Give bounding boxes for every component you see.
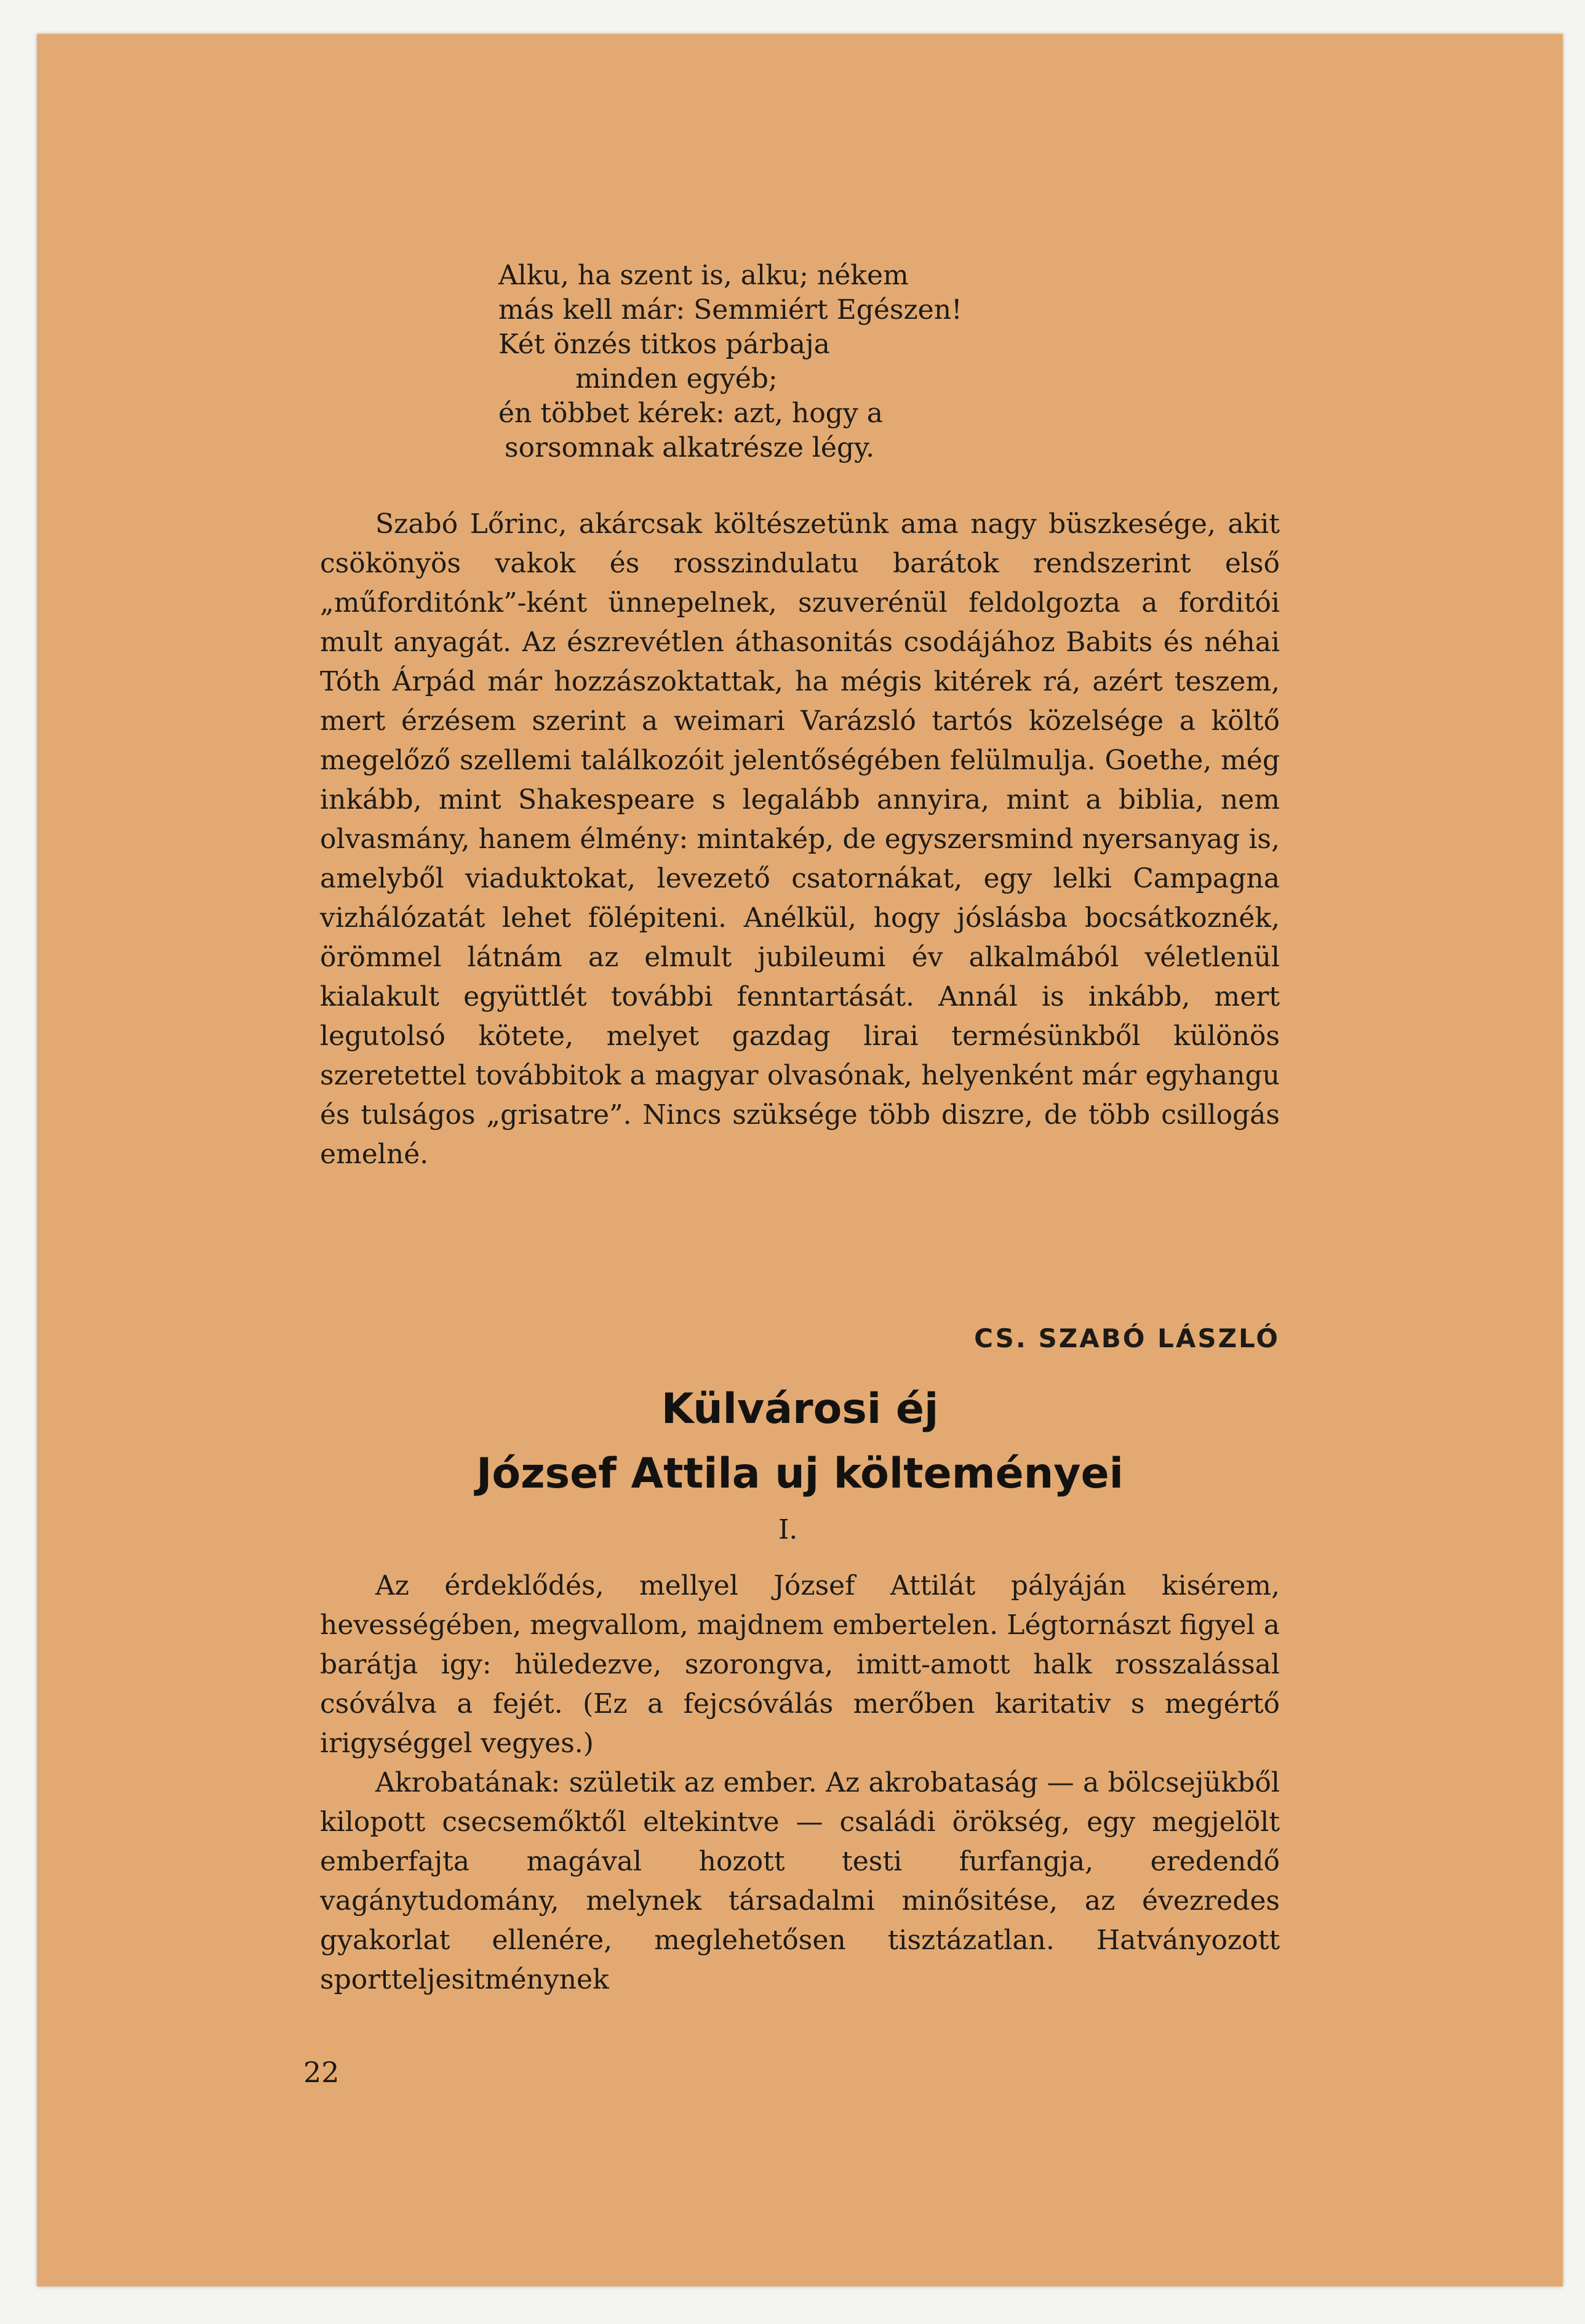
paragraph: Akrobatának: születik az ember. Az akrobataság — a bölcsejükből kilopott csecsemőktől eltekintve — családi örökség, egy megjelölt emberfajta magával hozott testi furfangja, eredendő vagánytudomány, melynek társadalmi minősitése, az évezredes gyakorlat ellenére, meglehetősen tisztázatlan. Hatványozott sportteljesitménynek <box>320 1767 1280 1995</box>
poem-quote <box>498 258 1175 465</box>
page-number: 22 <box>303 2056 340 2089</box>
verse-line: Alku, ha szent is, alku; nékem <box>498 260 909 291</box>
verse-line: más kell már: Semmiért Egészen! <box>498 294 962 326</box>
verse-line: Két önzés titkos párbaja <box>498 329 830 360</box>
article-subtitle: József Attila uj költeményei <box>476 1449 1124 1498</box>
review-body <box>320 505 1280 1174</box>
verse-line: minden egyéb; <box>575 363 778 395</box>
article-title: Külvárosi éj <box>661 1385 939 1433</box>
verse-line: én többet kérek: azt, hogy a <box>498 398 883 429</box>
article-body <box>320 1566 1280 2000</box>
paragraph: Szabó Lőrinc, akárcsak költészetünk ama nagy büszkesége, akit csökönyös vakok és rosszindulatu barátok rendszerint első „műforditónk”-ként ünnepelnek, szuverénül feldolgozta a forditói mult anyagát. Az észrevétlen áthasonitás csodájához Babits és néhai Tóth Árpád már hozzászoktattak, ha mégis kitérek rá, azért teszem, mert érzésem szerint a weimari Varázsló tartós közelsége a költő megelőző szellemi találkozóit jelentőségében felülmulja. Goethe, még inkább, mint Shakespeare s legalább annyira, mint a biblia, nem olvasmány, hanem élmény: mintakép, de egyszersmind nyersanyag is, amelyből viaduktokat, levezető csatornákat, egy lelki Campagna vizhálózatát lehet fölépiteni. Anélkül, hogy jóslásba bocsátkoznék, örömmel látnám az elmult jubileumi év alkalmából véletlenül kialakult együttlét további fenntartását. Annál is inkább, mert legutolsó kötete, melyet gazdag lirai termésünkből különös szeretettel továbbitok a magyar olvasónak, helyenként már egyhangu és tulságos „grisatre”. Nincs szüksége több diszre, de több csillogás emelné. <box>320 508 1280 1170</box>
verse-line: sorsomnak alkatrésze légy. <box>505 432 875 463</box>
paragraph: Az érdeklődés, mellyel József Attilát pályáján kisérem, hevességében, megvallom, majdnem embertelen. Légtornászt figyel a barátja igy: hüledezve, szorongva, imitt-amott halk rosszalással csóválva a fejét. (Ez a fejcsóválás merőben karitativ s megértő irigységgel vegyes.) <box>320 1570 1280 1759</box>
author-signature: CS. SZABÓ LÁSZLÓ <box>974 1323 1280 1353</box>
section-number: I. <box>778 1514 798 1545</box>
